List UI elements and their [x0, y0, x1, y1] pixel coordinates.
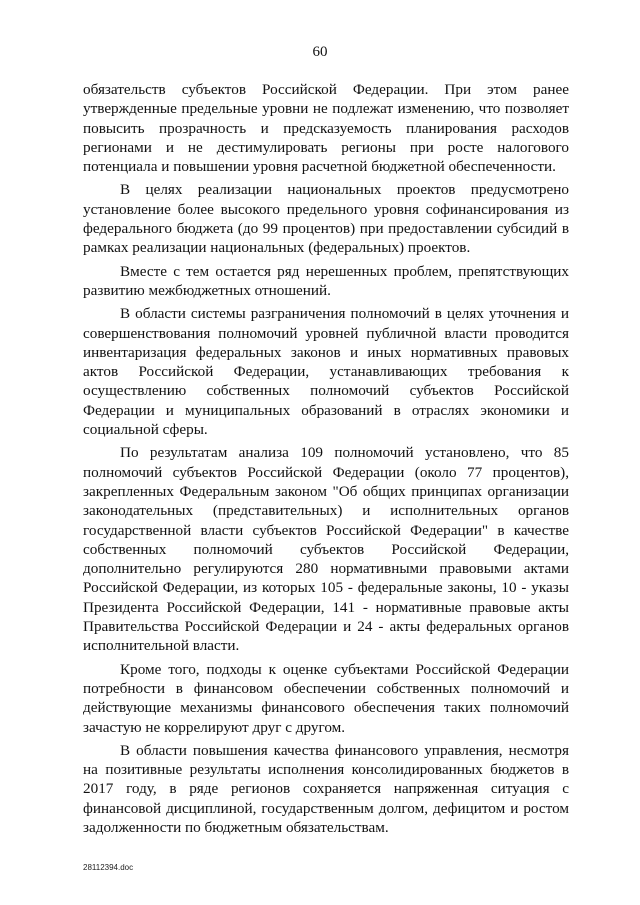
document-body — [83, 80, 569, 841]
paragraph-financial-management: В области повышения качества финансового управления, несмотря на позитивные результаты исполнения консолидированных бюджетов в 2017 году, в ряде регионов сохраняется напряженная ситуация с финансовой дисциплиной, государственным долгом, дефицитом и ростом задолженности по бюджетным обязательствам. — [83, 741, 569, 836]
paragraph-unresolved-problems: Вместе с тем остается ряд нерешенных проблем, препятствующих развитию межбюджетных отношений. — [83, 262, 569, 299]
footer-file-name: 28112394.doc — [83, 863, 134, 872]
paragraph-continuation: обязательств субъектов Российской Федерации. При этом ранее утвержденные предельные уровни не подлежат изменению, что позволяет повысить прозрачность и предсказуемость планирования расходов регионами и не дестимулировать регионы при росте налогового потенциала и повышении уровня расчетной бюджетной обеспеченности. — [83, 81, 569, 176]
paragraph-assessment-approaches: Кроме того, подходы к оценке субъектами Российской Федерации потребности в финансовом обеспечении собственных полномочий и действующие механизмы финансового обеспечения таких полномочий зачастую не коррелируют друг с другом. — [83, 660, 569, 736]
paragraph-powers-delimitation: В области системы разграничения полномочий в целях уточнения и совершенствования полномочий уровней публичной власти проводится инвентаризация федеральных законов и иных нормативных правовых актов Российской Федерации, устанавливающих требования к осуществлению собственных полномочий субъектов Российской Федерации и муниципальных образований в отраслях экономики и социальной сферы. — [83, 305, 569, 439]
paragraph-analysis-results: По результатам анализа 109 полномочий установлено, что 85 полномочий субъектов Российской Федерации (около 77 процентов), закрепленных Федеральным законом "Об общих принципах организации законодательных (представительных) и исполнительных органов государственной власти субъектов Российской Федерации" в качестве собственных полномочий субъектов Российской Федерации, дополнительно регулируются 280 нормативными правовыми актами Российской Федерации, из которых 105 - федеральные законы, 10 - указы Президента Российской Федерации, 141 - нормативные правовые акты Правительства Российской Федерации и 24 - акты федеральных органов исполнительной власти. — [83, 444, 569, 655]
paragraph-national-projects: В целях реализации национальных проектов предусмотрено установление более высокого предельного уровня софинансирования из федерального бюджета (до 99 процентов) при предоставлении субсидий в рамках реализации национальных (федеральных) проектов. — [83, 181, 569, 257]
page-number: 60 — [312, 44, 328, 60]
